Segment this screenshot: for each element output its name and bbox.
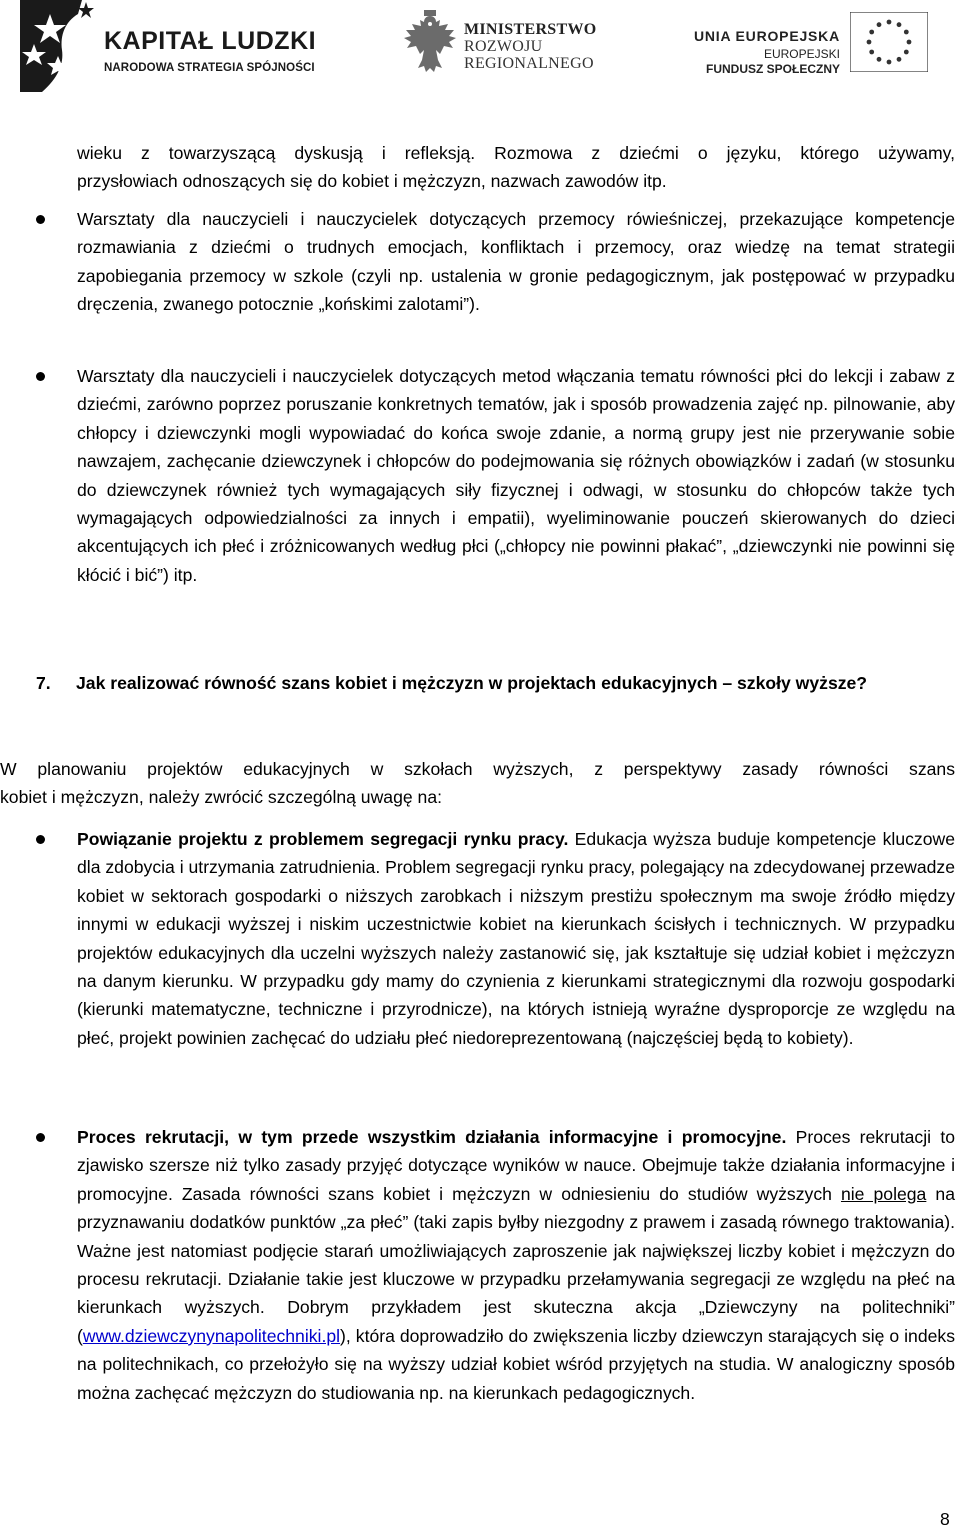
eu-line-1: UNIA EUROPEJSKA [693, 28, 840, 44]
ministry-line-1: MINISTERSTWO [464, 21, 597, 38]
underlined-phrase: nie polega [840, 1183, 927, 1204]
eu-line-3: FUNDUSZ SPOŁECZNY [705, 62, 840, 76]
ministry-line-2: ROZWOJU [464, 38, 543, 55]
continued-line-2: przysłowiach odnoszących się do kobiet i mężczyzn, nazwach zawodów itp. [77, 171, 667, 192]
ministry-logo [402, 10, 612, 80]
eu-logo [690, 12, 950, 82]
bullet-icon [36, 1133, 45, 1142]
section-title: Jak realizować równość szans kobiet i mężczyzn w projektach edukacyjnych – szkoły wyższe? [76, 673, 868, 693]
section-number: 7. [36, 673, 51, 693]
bullet-body-2: na przyznawaniu dodatków punktów „za płeć” (taki zapis byłby niezgodny z prawem i zasadą równego traktowania). Ważne jest natomiast podjęcie starań umożliwiających zaproszenie jak największej liczby kobiet i mężczyzn do procesu rekrutacji. Działanie takie jest kluczowe w przypadku przełamywania segregacji ze względu na płeć na kierunkach wyższych. Dobrym przykładem jest skuteczna akcja „Dziewczyny na politechniki” ( [77, 1183, 955, 1346]
bullet-heading: Powiązanie projektu z problemem segregacji rynku pracy. [77, 829, 569, 849]
kapital-ludzki-logo [20, 0, 340, 90]
bullet-text [77, 825, 955, 1052]
intro-line-2: kobiet i mężczyzn, należy zwrócić szczególną uwagę na: [0, 787, 442, 808]
bullet-heading: Proces rekrutacji, w tym przede wszystkim działania informacyjne i promocyjne. [77, 1127, 787, 1147]
bullet-icon [36, 835, 45, 844]
page-number: 8 [940, 1509, 950, 1529]
kapital-ludzki-title: KAPITAŁ LUDZKI [104, 27, 317, 55]
intro-line-1: W planowaniu projektów edukacyjnych w szkołach wyższych, z perspektywy zasady równości szans [0, 759, 955, 779]
eu-line-2: EUROPEJSKI [763, 47, 840, 61]
bullet-text: Warsztaty dla nauczycieli i nauczycielek dotyczących przemocy rówieśniczej, przekazujące kompetencje rozmawiania z dziećmi o trudnych emocjach, konfliktach i przemocy, oraz wiedzę na temat strategii zapobiegania przemocy w szkole (czyli np. ustalenia w gronie pedagogicznym, jak postępować w przypadku dręczenia, zwanego potocznie „końskimi zalotami”). [77, 209, 955, 315]
bullet-body-1: Proces rekrutacji to zjawisko szersze niż tylko zasady przyjęć dotyczące wyników w nauce. Obejmuje także działania informacyjne i promocyjne. Zasada równości szans kobiet i mężczyzn w odniesieniu do studiów wyższych [77, 1127, 955, 1204]
eu-flag-icon [850, 12, 928, 72]
bullet-icon [36, 215, 45, 224]
intro-paragraph [0, 755, 955, 812]
continued-paragraph [77, 139, 955, 196]
bullet-text [77, 1123, 955, 1407]
kapital-ludzki-subtitle: NARODOWA STRATEGIA SPÓJNOŚCI [104, 62, 315, 74]
section-heading [36, 673, 867, 694]
page-header [0, 0, 960, 105]
bullet-text: Warsztaty dla nauczycieli i nauczycielek dotyczących metod włączania tematu równości płci do lekcji i zabaw z dziećmi, zarówno poprzez poruszanie konkretnych tematów, jak i sposób prowadzenia zajęć np. pilnowanie, aby chłopcy i dziewczynki mogli wypowiadać do końca swoje zdanie, a normą grupy jest nie przerywanie sobie nawzajem, zachęcanie dziewczynek i chłopców do podejmowania się różnych obowiązków i zadań (w stosunku do dziewczynek również tych wymagających siły fizycznej i odwagi, w stosunku do chłopców także tych wymagających odpowiedzialności za innych i empatii), wyeliminowanie pouczeń skierowanych do dzieci akcentujących ich płeć i zróżnicowanych według płci („chłopcy nie powinni płakać”, „dziewczynki nie powinni się kłócić i bić”) itp. [77, 366, 955, 585]
polish-eagle-icon [402, 10, 458, 76]
bullet-body-3: ), która doprowadziło do zwiększenia liczby dziewczyn starających się o indeks na politechnikach, co przełożyło się na wyższy udział kobiet wśród przyjętych na studia. W analogiczny sposób można zachęcać mężczyzn do studiowania np. na kierunkach pedagogicznych. [77, 1325, 955, 1403]
bullet-body: Edukacja wyższa buduje kompetencje kluczowe dla zdobycia i utrzymania zatrudnienia. Problem segregacji rynku pracy, polegający na zdecydowanej przewadze kobiet w sektorach gospodarki o niższych zarobkach i niższym prestiżu społecznym ma swoje źródło między innymi w edukacji wyższej i niskim uczestnictwie kobiet na kierunkach ścisłych i technicznych. W przypadku projektów edukacyjnych dla uczelni wyższych należy zastanowić się, jak kształtuje się udział kobiet i mężczyzn na danym kierunku. W przypadku gdy mamy do czynienia z kierunkami strategicznymi dla rozwoju gospodarki (kierunki matematyczne, techniczne i przyrodnicze), na których istnieją wyraźne dysproporcje ze względu na płeć, projekt powinien zachęcać do udziału płeć niedoreprezentowaną (najczęściej będą to kobiety). [77, 829, 955, 1048]
continued-line-1: wieku z towarzyszącą dyskusją i refleksją. Rozmowa z dziećmi o języku, którego używamy, [77, 143, 955, 163]
bullet-icon [36, 372, 45, 381]
website-link[interactable]: www.dziewczynynapolitechniki.pl [82, 1325, 341, 1346]
ministry-line-3: REGIONALNEGO [464, 55, 594, 72]
